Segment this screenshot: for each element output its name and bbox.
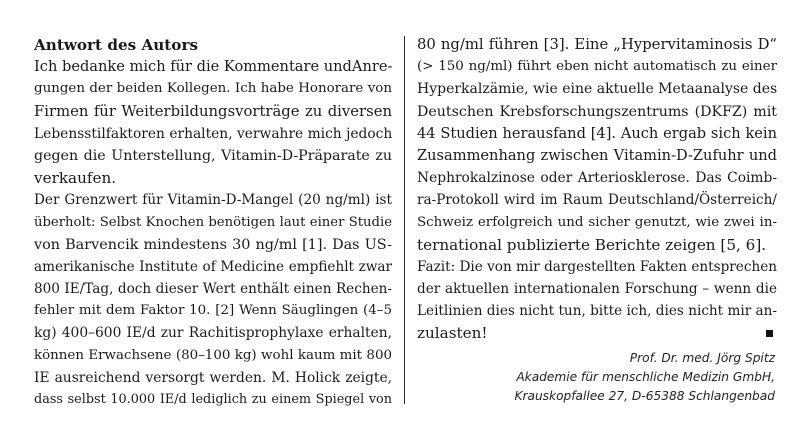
text-line: Nephrokalzinose oder Arteriosklerose. Das Coimb-: [417, 170, 777, 187]
text-line: dass selbst 10.000 IE/d lediglich zu einem Spiegel von: [34, 392, 392, 407]
signature-name: Prof. Dr. med. Jörg Spitz: [629, 351, 775, 365]
text-line: Schweiz erfolgreich und sicher genutzt, wie zwei in-: [417, 214, 777, 230]
text-line: gegen die Unterstellung, Vitamin-D-Präparate zu: [34, 147, 392, 164]
text-line: (> 150 ng/ml) führt eben nicht automatisch zu einer: [417, 59, 777, 75]
text-line: 800 IE/Tag, doch dieser Wert enthält einen Rechen-: [34, 281, 392, 298]
text-line: können Erwachsene (80–100 kg) wohl kaum mit 800: [34, 347, 392, 363]
column-divider: [404, 36, 405, 404]
end-of-article-square-icon: [766, 330, 773, 337]
text-line: Hyperkalzämie, wie eine aktuelle Metaanalyse des: [417, 81, 777, 98]
signature-institution: Akademie für menschliche Medizin GmbH,: [516, 370, 775, 384]
text-line: zulasten!: [417, 324, 488, 343]
text-line: 80 ng/ml führen [3]. Eine „Hypervitaminosis D“: [417, 36, 777, 53]
text-line: verkaufen.: [34, 169, 117, 188]
text-line: Deutschen Krebsforschungszentrums (DKFZ) mit: [417, 103, 777, 120]
text-line: Lebensstilfaktoren erhalten, verwahre mich jedoch: [34, 125, 392, 142]
signature-address: Krauskopfallee 27, D-65388 Schlangenbad: [514, 389, 775, 403]
text-line: Fazit: Die von mir dargestellten Fakten entsprechen: [417, 258, 777, 275]
text-line: Ich bedanke mich für die Kommentare undAnre-: [34, 58, 392, 76]
text-line: überholt: Selbst Knochen benötigen laut einer Studie: [34, 214, 392, 230]
text-line: IE ausreichend versorgt werden. M. Holick zeigte,: [34, 369, 392, 386]
text-line: von Barvencik mindestens 30 ng/ml [1]. Das US-: [34, 236, 392, 253]
text-line: Leitlinien dies nicht tun, bitte ich, dies nicht mir an-: [417, 303, 777, 320]
text-line: ternational publizierte Berichte zeigen [5, 6].: [417, 235, 767, 254]
text-line: 44 Studien herausfand [4]. Auch ergab sich kein: [417, 124, 777, 142]
text-line: Der Grenzwert für Vitamin-D-Mangel (20 ng/ml) ist: [34, 192, 392, 209]
text-line: der aktuellen internationalen Forschung – wenn die: [417, 281, 777, 298]
text-line: gungen der beiden Kollegen. Ich habe Honorare von: [34, 81, 392, 97]
section-heading: Antwort des Autors: [34, 36, 198, 54]
left-column: [34, 34, 392, 411]
closing-line-row: [417, 322, 777, 344]
right-column: [417, 34, 777, 345]
text-line: Firmen für Weiterbildungsvorträge zu diversen: [34, 102, 392, 120]
text-line: ra-Protokoll wird im Raum Deutschland/Österreich/: [417, 192, 777, 209]
text-line: Zusammenhang zwischen Vitamin-D-Zufuhr und: [417, 146, 777, 164]
text-line: kg) 400–600 IE/d zur Rachitisprophylaxe erhalten,: [34, 325, 392, 342]
text-line: fehler mit dem Faktor 10. [2] Wenn Säuglingen (4–5: [34, 303, 392, 319]
text-line: amerikanische Institute of Medicine empfiehlt zwar: [34, 258, 392, 275]
